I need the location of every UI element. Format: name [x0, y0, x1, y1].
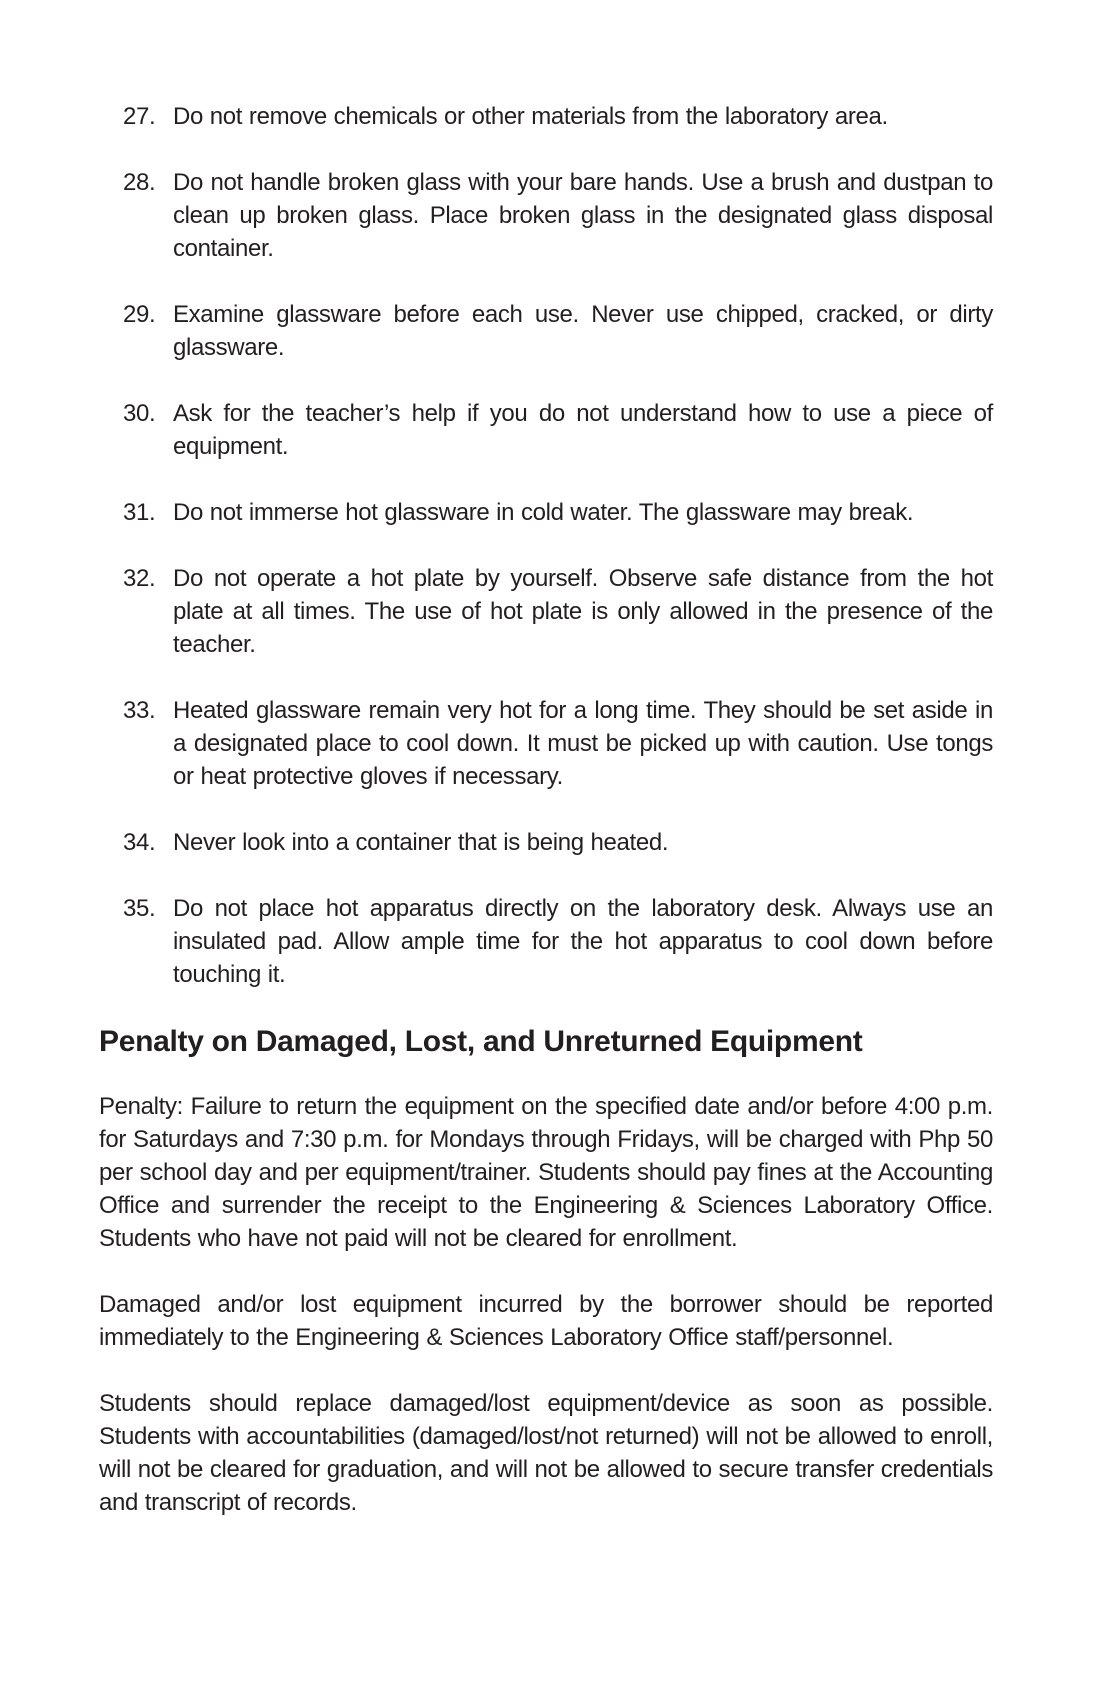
rule-item	[99, 892, 993, 991]
rule-item	[99, 496, 993, 529]
rule-item	[99, 166, 993, 265]
penalty-paragraph: Penalty: Failure to return the equipment on the specified date and/or before 4:00 p.m. for Saturdays and 7:30 p.m. for Mondays through Fridays, will be charged with Php 50 per school day and per equipment/trainer. Students should pay fines at the Accounting Office and surrender the receipt to the Engineering & Sciences Laboratory Office. Students who have not paid will not be cleared for enrollment.	[99, 1093, 993, 1252]
penalty-section-title: Penalty on Damaged, Lost, and Unreturned Equipment	[99, 1025, 863, 1058]
penalty-paragraph: Students should replace damaged/lost equipment/device as soon as possible. Students with accountabilities (damaged/lost/not returned) will not be allowed to enroll, will not be cleared for graduation, and will not be allowed to secure transfer credentials and transcript of records.	[99, 1390, 993, 1516]
rule-number: 27.	[123, 103, 156, 130]
rule-text: Examine glassware before each use. Never use chipped, cracked, or dirty glassware.	[173, 301, 993, 361]
rule-text: Never look into a container that is being heated.	[173, 829, 669, 856]
rule-text: Do not operate a hot plate by yourself. Observe safe distance from the hot plate at all times. The use of hot plate is only allowed in the presence of the teacher.	[173, 565, 993, 658]
rule-number: 30.	[123, 400, 156, 427]
rule-number: 28.	[123, 169, 156, 196]
rule-text: Do not immerse hot glassware in cold water. The glassware may break.	[173, 499, 914, 526]
rule-text: Ask for the teacher’s help if you do not understand how to use a piece of equipment.	[173, 400, 993, 460]
penalty-paragraph: Damaged and/or lost equipment incurred by the borrower should be reported immediately to the Engineering & Sciences Laboratory Office staff/personnel.	[99, 1291, 993, 1351]
rule-number: 32.	[123, 565, 156, 592]
rule-number: 34.	[123, 829, 156, 856]
rule-item	[99, 397, 993, 463]
rule-number: 31.	[123, 499, 156, 526]
safety-rules-list	[99, 100, 993, 991]
rule-item	[99, 694, 993, 793]
rule-item	[99, 100, 993, 133]
rule-text: Do not place hot apparatus directly on the laboratory desk. Always use an insulated pad. Allow ample time for the hot apparatus to cool down before touching it.	[173, 895, 993, 988]
rule-text: Heated glassware remain very hot for a long time. They should be set aside in a designated place to cool down. It must be picked up with caution. Use tongs or heat protective gloves if necessary.	[173, 697, 993, 790]
rule-item	[99, 826, 993, 859]
rule-item	[99, 298, 993, 364]
rule-text: Do not remove chemicals or other materials from the laboratory area.	[173, 103, 888, 130]
rule-number: 35.	[123, 895, 156, 922]
rule-item	[99, 562, 993, 661]
rule-text: Do not handle broken glass with your bare hands. Use a brush and dustpan to clean up broken glass. Place broken glass in the designated glass disposal container.	[173, 169, 993, 262]
rule-number: 29.	[123, 301, 156, 328]
rule-number: 33.	[123, 697, 156, 724]
